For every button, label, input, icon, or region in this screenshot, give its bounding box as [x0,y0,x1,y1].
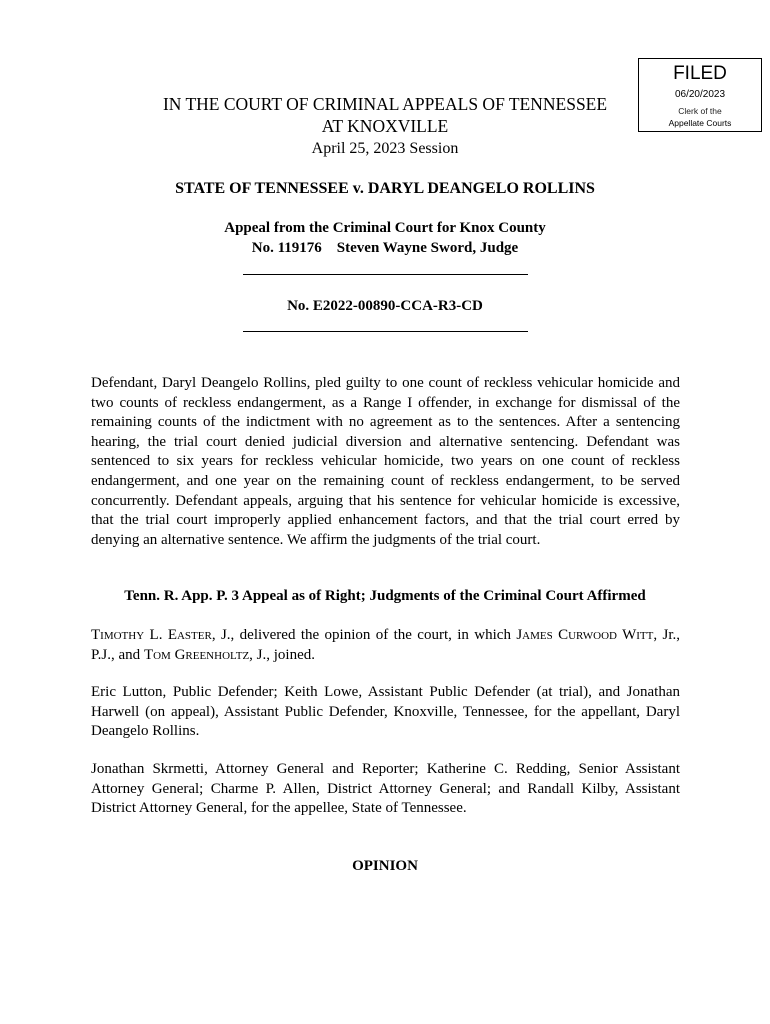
clerk-label: Clerk of the [678,106,722,116]
author-judge: Timothy L. Easter [91,627,212,643]
docket-number: No. E2022-00890-CCA-R3-CD [287,298,483,314]
joining-judge: Tom Greenholtz [143,646,250,663]
court-name: IN THE COURT OF CRIMINAL APPEALS OF TENNESSEE [162,94,608,114]
authorship-text: , Jr., P.J., and [91,627,680,663]
divider-line [243,331,528,332]
courts-label: Appellate Courts [668,118,732,128]
appellant-counsel: Eric Lutton, Public Defender; Keith Lowe, Assistant Public Defender (at trial), and Jonathan Harwell (on appeal), Assistant Public Defender, Knoxville, Tennessee, for the appellant, Daryl Deangelo Rollins. [91,684,680,740]
disposition: Tenn. R. App. P. 3 Appeal as of Right; Judgments of the Criminal Court Affirmed [124,588,646,604]
session-date: April 25, 2023 Session [311,140,459,157]
court-location: AT KNOXVILLE [321,116,449,136]
opinion-heading: OPINION [352,858,418,874]
appellee-counsel: Jonathan Skrmetti, Attorney General and Reporter; Katherine C. Redding, Senior Assistant Attorney General; Charme P. Allen, District Attorney General; and Randall Kilby, Assistant District Attorney General, for the appellee, State of Tennessee. [91,761,680,817]
authorship-text: , J., delivered the opinion of the court, in which [211,627,517,643]
filed-label: FILED [673,63,727,84]
trial-case-judge: No. 119176 Steven Wayne Sword, Judge [251,240,519,256]
joining-judge: James Curwood Witt [516,627,654,643]
authorship-text: , J., joined. [249,646,316,663]
filed-date: 06/20/2023 [674,89,726,100]
appeal-origin: Appeal from the Criminal Court for Knox County [224,220,546,236]
authorship [91,626,680,665]
divider-line [243,274,528,275]
case-caption: STATE OF TENNESSEE v. DARYL DEANGELO ROLLINS [175,180,595,197]
case-summary: Defendant, Daryl Deangelo Rollins, pled guilty to one count of reckless vehicular homicide and two counts of reckless endangerment, as a Range I offender, in exchange for dismissal of the remaining counts of the indictment with no agreement as to the sentences. After a sentencing hearing, the trial court denied judicial diversion and alternative sentencing. Defendant was sentenced to six years for reckless vehicular homicide, two years on one count of reckless endangerment, and one year on the remaining count of reckless endangerment, to be served concurrently. Defendant appeals, arguing that his sentence for vehicular homicide is excessive, that the trial court improperly applied enhancement factors, and that the trial court erred by denying an alternative sentence. We affirm the judgments of the trial court. [91,375,680,548]
